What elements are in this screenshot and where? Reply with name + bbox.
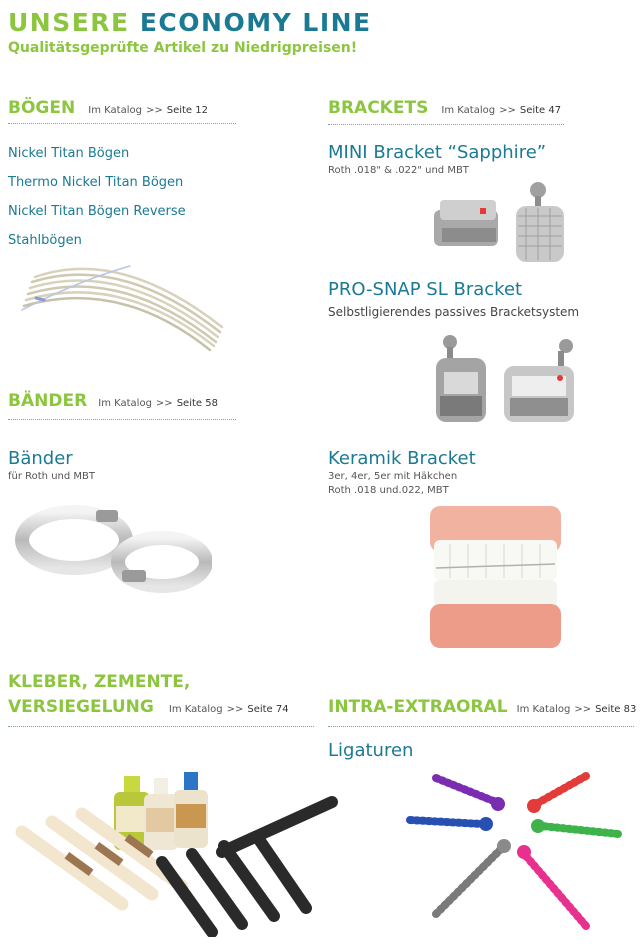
catalog-ref-brackets[interactable] <box>441 105 561 116</box>
section-title-brackets: BRACKETS <box>328 98 429 118</box>
section-title-kleber-line1: KLEBER, ZEMENTE, <box>8 672 191 692</box>
page-title <box>8 8 372 37</box>
section-baender-header <box>8 391 218 411</box>
section-intra-header <box>328 697 636 717</box>
catalog-arrows: >> <box>226 704 244 715</box>
divider <box>328 124 564 125</box>
divider <box>328 726 634 727</box>
product-name-mini-bracket[interactable]: MINI Bracket “Sapphire” <box>328 142 547 163</box>
catalog-ref-baender[interactable] <box>98 398 218 409</box>
product-desc-keramik-line2: Roth .018 und.022, MBT <box>328 485 449 496</box>
section-kleber-header <box>8 697 289 717</box>
section-title-kleber-line2: VERSIEGELUNG <box>8 697 154 717</box>
bands-image <box>12 500 212 600</box>
catalog-prefix: Im Katalog <box>516 704 571 715</box>
link-nickel-titan-boegen[interactable]: Nickel Titan Bögen <box>8 146 130 161</box>
section-boegen-header <box>8 98 208 118</box>
page-subtitle: Qualitätsgeprüfte Artikel zu Niedrigpreisen! <box>8 40 358 56</box>
product-name-keramik-bracket[interactable]: Keramik Bracket <box>328 448 476 469</box>
pro-snap-image <box>430 332 580 428</box>
product-name-ligaturen[interactable]: Ligaturen <box>328 740 414 761</box>
catalog-page: Seite 47 <box>519 105 562 116</box>
catalog-ref-kleber[interactable] <box>169 704 289 715</box>
link-stahlboegen[interactable]: Stahlbögen <box>8 233 82 248</box>
catalog-prefix: Im Katalog <box>98 398 152 409</box>
product-name-pro-snap[interactable]: PRO-SNAP SL Bracket <box>328 279 523 300</box>
catalog-page: Seite 83 <box>595 704 637 715</box>
catalog-page: Seite 12 <box>166 105 208 116</box>
divider <box>8 419 236 420</box>
ligatures-image <box>406 764 626 934</box>
catalog-arrows: >> <box>145 105 163 116</box>
divider <box>8 726 314 727</box>
ceramic-bracket-image <box>428 504 563 650</box>
title-part-1: UNSERE <box>8 8 130 37</box>
catalog-arrows: >> <box>155 398 173 409</box>
divider <box>8 123 236 124</box>
product-desc-keramik-line1: 3er, 4er, 5er mit Häkchen <box>328 471 458 482</box>
catalog-prefix: Im Katalog <box>88 105 142 116</box>
section-title-intra: INTRA-EXTRAORAL <box>328 697 508 717</box>
section-title-baender: BÄNDER <box>8 391 88 411</box>
catalog-arrows: >> <box>574 704 592 715</box>
link-thermo-nickel-titan-boegen[interactable]: Thermo Nickel Titan Bögen <box>8 175 184 190</box>
catalog-prefix: Im Katalog <box>441 105 496 116</box>
adhesives-image <box>12 762 362 937</box>
link-nickel-titan-boegen-reverse[interactable]: Nickel Titan Bögen Reverse <box>8 204 186 219</box>
product-desc-pro-snap: Selbstligierendes passives Bracketsystem <box>328 305 580 319</box>
catalog-page: Seite 58 <box>176 398 218 409</box>
catalog-prefix: Im Katalog <box>168 704 223 715</box>
archwires-image <box>10 252 230 352</box>
mini-bracket-image <box>428 178 578 270</box>
product-desc-baender: für Roth und MBT <box>8 471 96 482</box>
product-desc-mini-bracket: Roth .018" & .022" und MBT <box>328 165 469 176</box>
section-brackets-header <box>328 98 561 118</box>
title-part-2: ECONOMY LINE <box>139 8 372 37</box>
product-name-baender[interactable]: Bänder <box>8 448 73 469</box>
catalog-page: Seite 74 <box>247 704 289 715</box>
catalog-arrows: >> <box>499 105 516 116</box>
catalog-ref-intra[interactable] <box>517 704 637 715</box>
catalog-ref-boegen[interactable] <box>88 105 208 116</box>
section-title-boegen: BÖGEN <box>8 98 76 118</box>
